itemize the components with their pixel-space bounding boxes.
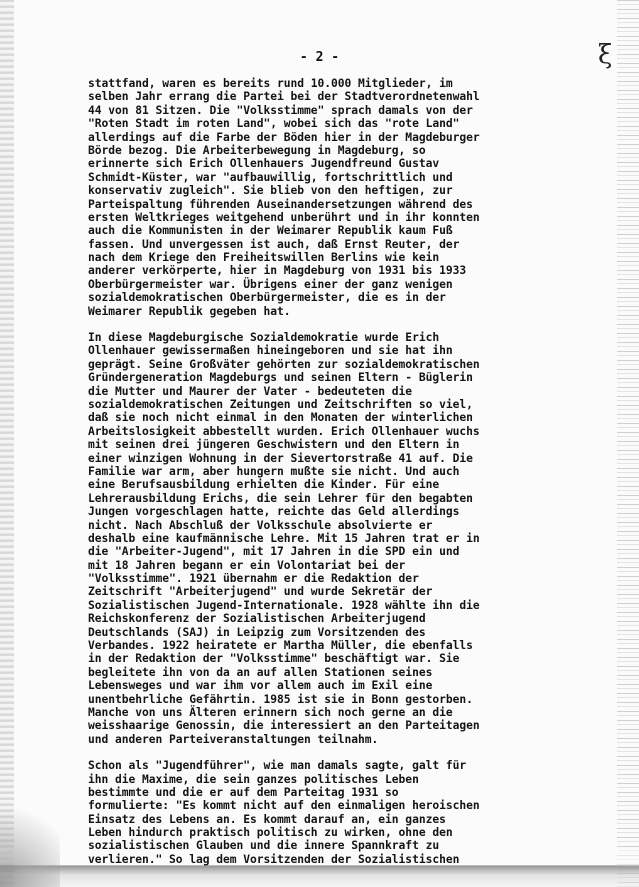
text-line: Reichskonferenz der Sozialistischen Arbeiterjugend bbox=[88, 612, 426, 626]
text-line: Lehrerausbildung Erichs, die sein Lehrer für den begabten bbox=[88, 491, 473, 505]
text-line: fassen. Und unvergessen ist auch, daß Ernst Reuter, der bbox=[88, 237, 460, 251]
text-line: begleitete ihn von da an auf allen Stationen seines bbox=[88, 665, 433, 679]
text-line: Verbandes. 1922 heiratete er Martha Müller, die ebenfalls bbox=[88, 639, 473, 653]
paragraph bbox=[88, 331, 608, 746]
text-line: stattfand, waren es bereits rund 10.000 Mitglieder, im bbox=[88, 77, 453, 90]
text-line: Deutschlands (SAJ) in Leipzig zum Vorsitzenden des bbox=[88, 625, 426, 639]
page-number: - 2 - bbox=[299, 50, 340, 65]
text-line: Zeitschrift "Arbeiterjugend" und wurde Sekretär der bbox=[88, 585, 433, 599]
text-line: Manche von uns Älteren erinnern sich noch gerne an die bbox=[88, 705, 453, 719]
text-line: mit 18 Jahren begann er ein Volontariat bei der bbox=[88, 558, 406, 572]
text-line: In diese Magdeburgische Sozialdemokratie wurde Erich bbox=[88, 331, 440, 345]
text-line: konservativ zugleich". Sie blieb von den heftigen, zur bbox=[88, 184, 453, 198]
text-line: geprägt. Seine Großväter gehörten zur sozialdemokratischen bbox=[88, 357, 480, 371]
text-line: daß sie noch nicht einmal in den Monaten der winterlichen bbox=[88, 411, 473, 425]
text-line: weisshaarige Genossin, die interessiert an den Parteitagen bbox=[88, 719, 480, 733]
text-line: Ollenhauer gewissermaßen hineingeboren und sie hat ihn bbox=[88, 344, 453, 358]
paragraph-gap bbox=[88, 746, 608, 759]
text-line: die Mutter und Maurer der Vater - bedeuteten die bbox=[88, 384, 413, 398]
text-line: Schmidt-Küster, war "aufbauwillig, fortschrittlich und bbox=[88, 170, 453, 184]
text-line: Börde bezog. Die Arbeiterbewegung in Magdeburg, so bbox=[88, 143, 426, 157]
margin-mark: ξ bbox=[598, 40, 613, 70]
text-line: ersten Weltkrieges weitgehend unberührt und in ihr konnten bbox=[88, 210, 480, 224]
text-line: sozialdemokratischen Zeitungen und Zeitschriften so viel, bbox=[88, 397, 473, 411]
text-line: unentbehrliche Gefährtin. 1985 ist sie in Bonn gestorben. bbox=[88, 692, 473, 706]
text-line: Parteispaltung führenden Auseinandersetzungen während des bbox=[88, 197, 473, 211]
text-line: allerdings auf die Farbe der Böden hier in der Magdeburger bbox=[88, 130, 480, 144]
paragraph bbox=[88, 77, 608, 318]
text-line: Familie war arm, aber hungern mußte sie nicht. Und auch bbox=[88, 464, 460, 478]
text-line: anderer verkörperte, hier in Magdeburg von 1931 bis 1933 bbox=[88, 264, 467, 278]
text-line: Einsatz des Lebens an. Es kommt darauf an, ein ganzes bbox=[88, 812, 446, 826]
text-line: "Volksstimme". 1921 übernahm er die Redaktion der bbox=[88, 572, 419, 586]
text-line: bestimmte und die er auf dem Parteitag 1931 so bbox=[88, 785, 399, 799]
text-line: erinnerte sich Erich Ollenhauers Jugendfreund Gustav bbox=[88, 157, 440, 171]
text-line: Arbeitslosigkeit abbestellt wurden. Erich Ollenhauer wuchs bbox=[88, 424, 480, 438]
text-line: sozialdemokratischen Oberbürgermeister, die es in der bbox=[88, 291, 446, 305]
text-line: mit seinen drei jüngeren Geschwistern und den Eltern in bbox=[88, 438, 460, 452]
text-line: nach dem Kriege den Freiheitswillen Berlins wie kein bbox=[88, 251, 440, 265]
text-line: und anderen Parteiveranstaltungen teilnahm. bbox=[88, 732, 379, 746]
text-line: die "Arbeiter-Jugend", mit 17 Jahren in die SPD ein und bbox=[88, 545, 460, 559]
text-line: Leben hindurch praktisch politisch zu wirken, ohne den bbox=[88, 826, 453, 840]
text-line: nicht. Nach Abschluß der Volksschule absolvierte er bbox=[88, 518, 433, 532]
text-line: Schon als "Jugendführer", wie man damals sagte, galt für bbox=[88, 759, 467, 773]
text-line: ihn die Maxime, die sein ganzes politisches Leben bbox=[88, 772, 419, 786]
text-line: in der Redaktion der "Volksstimme" beschäftigt war. Sie bbox=[88, 652, 460, 666]
text-line: Sozialistischen Jugend-Internationale. 1928 wählte ihn die bbox=[88, 598, 480, 612]
text-line: formulierte: "Es kommt nicht auf den einmaligen heroischen bbox=[88, 799, 480, 813]
text-line: 44 von 81 Sitzen. Die "Volksstimme" sprach damals von der bbox=[88, 103, 473, 117]
paragraph-gap bbox=[88, 318, 608, 331]
body-text bbox=[88, 77, 608, 866]
text-line: Oberbürgermeister war. Übrigens einer der ganz wenigen bbox=[88, 277, 453, 291]
text-line: auch die Kommunisten in der Weimarer Republik kaum Fuß bbox=[88, 224, 453, 238]
text-line: Gründergeneration Magdeburgs und seinen Eltern - Büglerin bbox=[88, 371, 473, 385]
scan-corner-shadow bbox=[0, 797, 60, 887]
text-line: Lebensweges und war ihm vor allem auch im Exil eine bbox=[88, 679, 433, 693]
text-line: verlieren." So lag dem Vorsitzenden der Sozialistischen bbox=[88, 852, 460, 866]
text-line: deshalb eine kaufmännische Lehre. Mit 15 Jahren trat er in bbox=[88, 531, 480, 545]
text-line: sozialistischen Glauben und die innere Spannkraft zu bbox=[88, 839, 440, 853]
scan-right-edge bbox=[617, 0, 639, 887]
text-line: Jungen vorgeschlagen hatte, reichte das Geld allerdings bbox=[88, 505, 460, 519]
scan-left-edge bbox=[0, 0, 14, 887]
text-line: selben Jahr errang die Partei bei der Stadtverordnetenwahl bbox=[88, 90, 480, 104]
text-line: Weimarer Republik gegeben hat. bbox=[88, 304, 291, 318]
text-line: eine Berufsausbildung erhielten die Kinder. Für eine bbox=[88, 478, 440, 492]
text-line: "Roten Stadt im roten Land", wobei sich das "rote Land" bbox=[88, 117, 460, 131]
paragraph bbox=[88, 759, 608, 866]
text-line: einer winzigen Wohnung in der Sievertorstraße 41 auf. Die bbox=[88, 451, 473, 465]
